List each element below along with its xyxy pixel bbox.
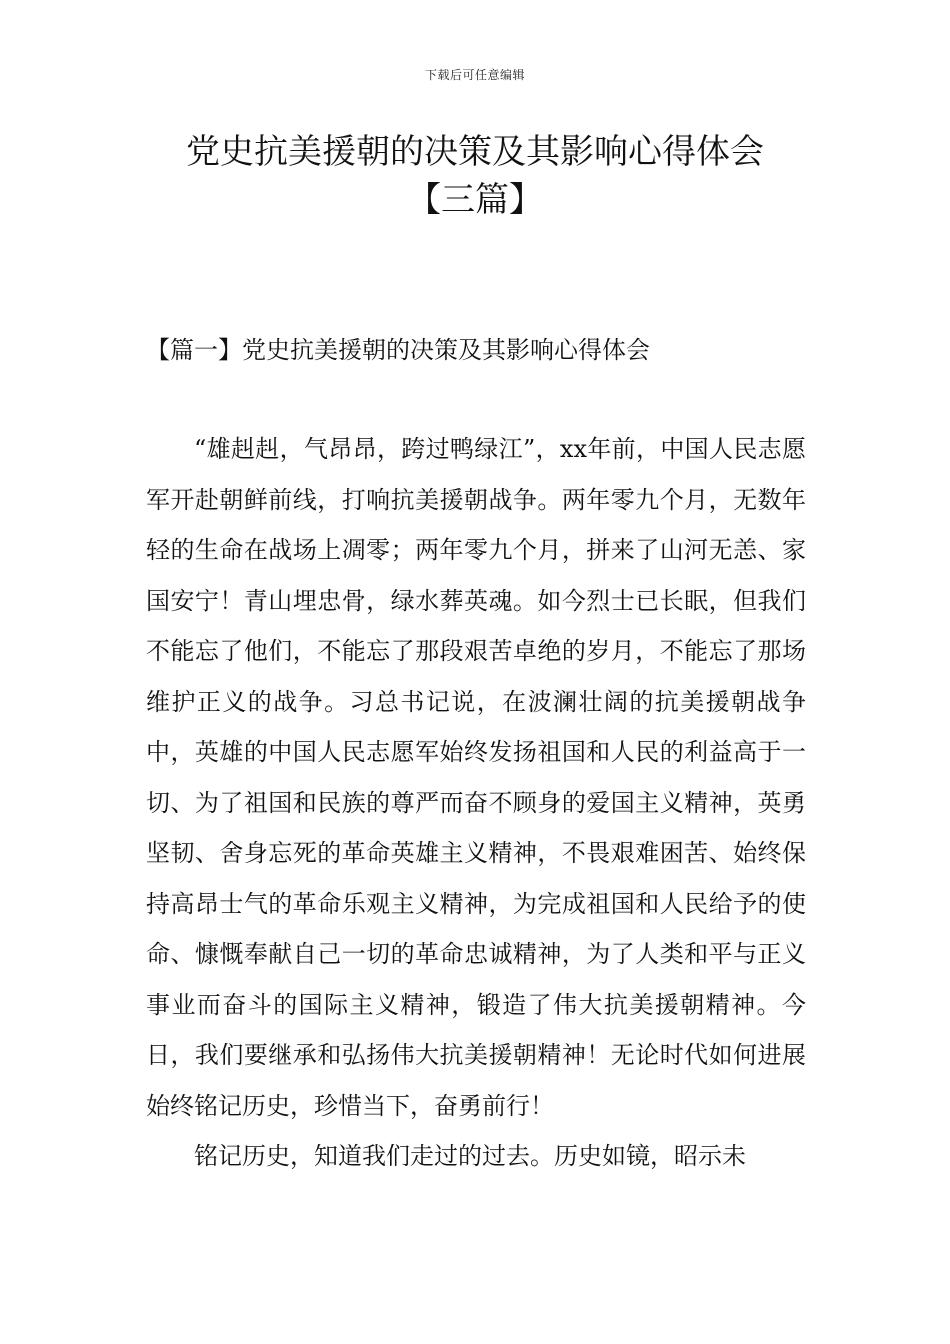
- title-line-1: 党史抗美援朝的决策及其影响心得体会: [186, 132, 764, 172]
- paragraph-1: “雄赳赳，气昂昂，跨过鸭绿江”，xx年前，中国人民志愿军开赴朝鲜前线，打响抗美援朝战争。两年零九个月，无数年轻的生命在战场上凋零；两年零九个月，拼来了山河无恙、家国安宁！青山埋忠骨，绿水葬英魂。如今烈士已长眠，但我们不能忘了他们，不能忘了那段艰苦卓绝的岁月，不能忘了那场维护正义的战争。习总书记说，在波澜壮阔的抗美援朝战争中，英雄的中国人民志愿军始终发扬祖国和人民的利益高于一切、为了祖国和民族的尊严而奋不顾身的爱国主义精神，英勇坚韧、舍身忘死的革命英雄主义精神，不畏艰难困苦、始终保持高昂士气的革命乐观主义精神，为完成祖国和人民给予的使命、慷慨奉献自己一切的革命忠诚精神，为了人类和平与正义事业而奋斗的国际主义精神，锻造了伟大抗美援朝精神。今日，我们要继承和弘扬伟大抗美援朝精神！无论时代如何进展始终铭记历史，珍惜当下，奋勇前行！: [146, 435, 806, 1120]
- document-title: [0, 128, 950, 224]
- header-note: 下载后可任意编辑: [424, 68, 525, 82]
- title-line-2: 【三篇】: [407, 180, 543, 220]
- body-text: [146, 424, 806, 1182]
- paragraph-2: 铭记历史，知道我们走过的过去。历史如镜，昭示未: [194, 1142, 746, 1170]
- section-heading: 【篇一】党史抗美援朝的决策及其影响心得体会: [146, 336, 650, 364]
